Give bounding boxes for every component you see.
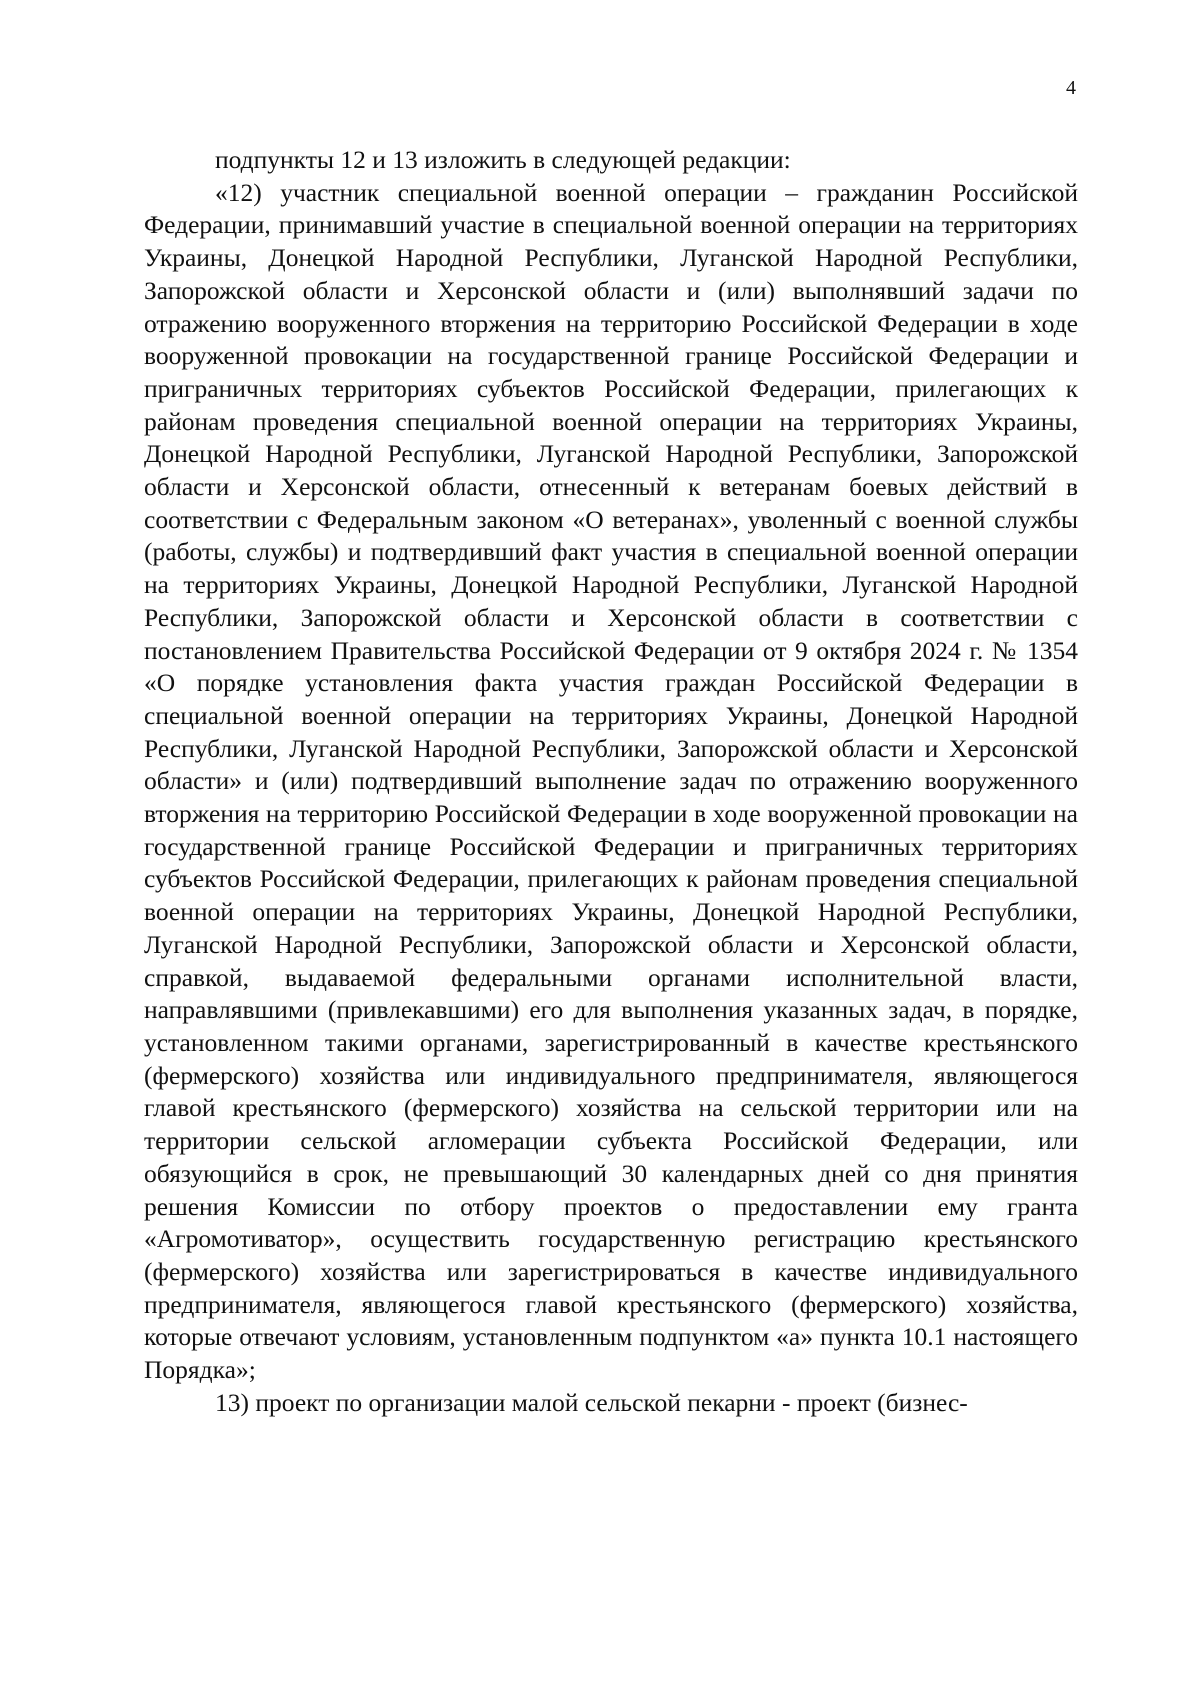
- page-number: 4: [1066, 77, 1076, 99]
- paragraph-subitem-12: «12) участник специальной военной операции – гражданин Российской Федерации, принимавший участие в специальной военной операции на территориях Украины, Донецкой Народной Республики, Луганской Народной Республики, Запорожской области и Херсонской области и (или) выполнявший задачи по отражению вооруженного вторжения на территорию Российской Федерации в ходе вооруженной провокации на государственной границе Российской Федерации и приграничных территориях субъектов Российской Федерации, прилегающих к районам проведения специальной военной операции на территориях Украины, Донецкой Народной Республики, Луганской Народной Республики, Запорожской области и Херсонской области, отнесенный к ветеранам боевых действий в соответствии с Федеральным законом «О ветеранах», уволенный с военной службы (работы, службы) и подтвердивший факт участия в специальной военной операции на территориях Украины, Донецкой Народной Республики, Луганской Народной Республики, Запорожской области и Херсонской области в соответствии с постановлением Правительства Российской Федерации от 9 октября 2024 г. № 1354 «О порядке установления факта участия граждан Российской Федерации в специальной военной операции на территориях Украины, Донецкой Народной Республики, Луганской Народной Республики, Запорожской области и Херсонской области» и (или) подтвердивший выполнение задач по отражению вооруженного вторжения на территорию Российской Федерации в ходе вооруженной провокации на государственной границе Российской Федерации и приграничных территориях субъектов Российской Федерации, прилегающих к районам проведения специальной военной операции на территориях Украины, Донецкой Народной Республики, Луганской Народной Республики, Запорожской области и Херсонской области, справкой, выдаваемой федеральными органами исполнительной власти, направлявшими (привлекавшими) его для выполнения указанных задач, в порядке, установленном такими органами, зарегистрированный в качестве крестьянского (фермерского) хозяйства или индивидуального предпринимателя, являющегося главой крестьянского (фермерского) хозяйства на сельской территории или на территории сельской агломерации субъекта Российской Федерации, или обязующийся в срок, не превышающий 30 календарных дней со дня принятия решения Комиссии по отбору проектов о предоставлении ему гранта «Агромотиватор», осуществить государственную регистрацию крестьянского (фермерского) хозяйства или зарегистрироваться в качестве индивидуального предпринимателя, являющегося главой крестьянского (фермерского) хозяйства, которые отвечают условиям, установленным подпунктом «а» пункта 10.1 настоящего Порядка»;: [144, 177, 1078, 1385]
- document-body: [144, 144, 1078, 1419]
- paragraph-subitem-13: 13) проект по организации малой сельской пекарни - проект (бизнес-: [215, 1387, 968, 1417]
- paragraph-intro: подпункты 12 и 13 изложить в следующей редакции:: [215, 145, 791, 174]
